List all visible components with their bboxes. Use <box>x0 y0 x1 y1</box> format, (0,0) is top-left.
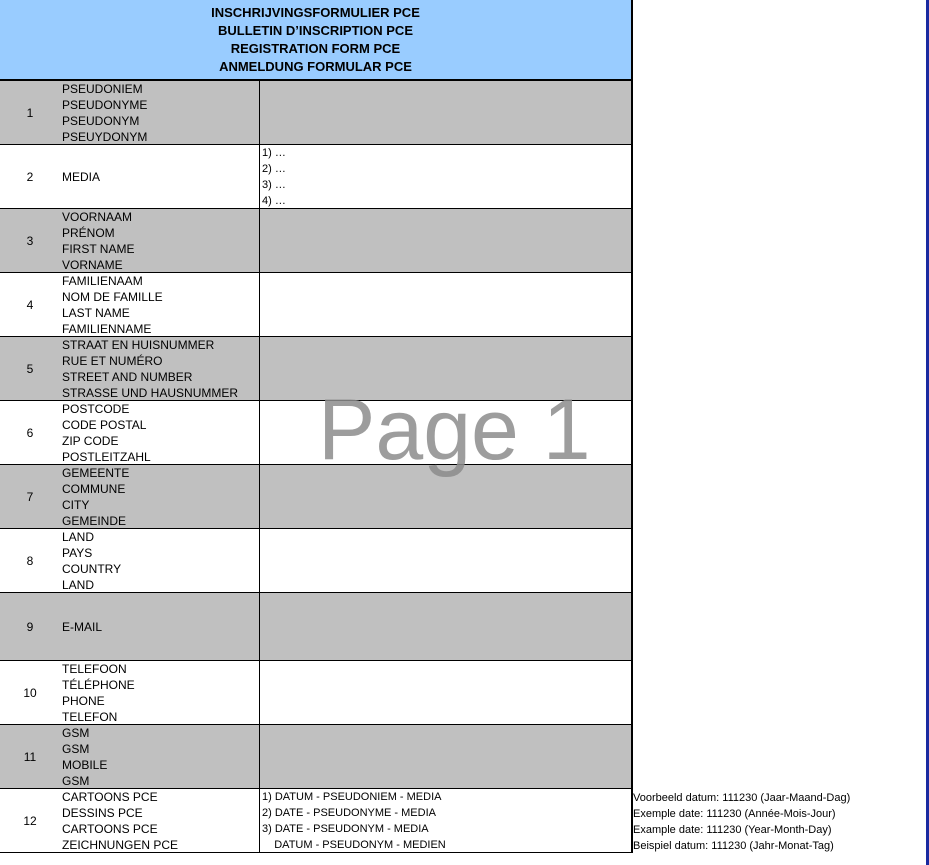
row-input-cell[interactable] <box>260 529 631 592</box>
form-row-4 <box>0 273 631 337</box>
row-label: PSEUDONYME <box>62 97 148 112</box>
note-nl: Voorbeeld datum: 111230 (Jaar-Maand-Dag) <box>633 792 851 804</box>
form-row-3 <box>0 209 631 273</box>
row-input-cell[interactable] <box>260 401 631 464</box>
row-number: 1 <box>26 105 34 120</box>
form-header <box>0 0 631 81</box>
row-label: LAST NAME <box>62 305 130 320</box>
row-number: 4 <box>26 297 34 312</box>
row-label: CARTOONS PCE <box>62 821 158 836</box>
row-label: CITY <box>62 497 90 512</box>
row-number: 9 <box>26 619 34 634</box>
row-number: 12 <box>23 813 37 828</box>
row-input-cell[interactable] <box>260 661 631 724</box>
row-label: POSTCODE <box>62 401 130 416</box>
form-row-1 <box>0 81 631 145</box>
row-value-line: 4) … <box>262 194 286 207</box>
row-label: E-MAIL <box>62 619 103 634</box>
form-row-9 <box>0 593 631 661</box>
row-label: VORNAME <box>62 257 123 272</box>
header-title-en: REGISTRATION FORM PCE <box>230 40 401 56</box>
row-label: STRAAT EN HUISNUMMER <box>62 337 215 352</box>
row-label: PHONE <box>62 693 105 708</box>
row-label: COUNTRY <box>62 561 122 576</box>
note-de: Beispiel datum: 111230 (Jahr-Monat-Tag) <box>633 840 834 852</box>
row-label: CODE POSTAL <box>62 417 147 432</box>
date-format-notes <box>633 790 850 854</box>
row-label: PRÉNOM <box>62 225 115 240</box>
row-label-cell <box>60 661 260 724</box>
row-label: FAMILIENAAM <box>62 273 143 288</box>
row-label-cell <box>60 145 260 208</box>
row-label: COMMUNE <box>62 481 126 496</box>
row-value-line: 1) DATUM - PSEUDONIEM - MEDIA <box>262 790 442 803</box>
row-label: GEMEENTE <box>62 465 130 480</box>
row-input-cell[interactable] <box>260 145 631 208</box>
row-number: 5 <box>26 361 34 376</box>
page-watermark: Page 1 <box>318 382 591 478</box>
form-row-2 <box>0 145 631 209</box>
row-label: TÉLÉPHONE <box>62 677 135 692</box>
row-label: GEMEINDE <box>62 513 127 528</box>
form-rows <box>0 81 631 853</box>
row-label: POSTLEITZAHL <box>62 449 151 464</box>
form-row-11 <box>0 725 631 789</box>
row-label: LAND <box>62 529 95 544</box>
row-label-cell <box>60 273 260 336</box>
row-label-cell <box>60 725 260 788</box>
row-label: PSEUDONIEM <box>62 81 143 96</box>
form-row-7 <box>0 465 631 529</box>
note-en: Example date: 111230 (Year-Month-Day) <box>633 824 832 836</box>
note-fr: Exemple date: 111230 (Année-Mois-Jour) <box>633 808 836 820</box>
row-value-line: 2) DATE - PSEUDONYME - MEDIA <box>262 806 436 819</box>
row-label-cell <box>60 465 260 528</box>
row-input-cell[interactable] <box>260 593 631 660</box>
row-label: ZIP CODE <box>62 433 119 448</box>
header-title-fr: BULLETIN D’INSCRIPTION PCE <box>217 22 413 38</box>
row-label: PSEUDONYM <box>62 113 140 128</box>
row-label-cell <box>60 401 260 464</box>
row-label: MEDIA <box>62 169 101 184</box>
row-value-line: DATUM - PSEUDONYM - MEDIEN <box>262 838 446 851</box>
form-row-8 <box>0 529 631 593</box>
row-input-cell[interactable] <box>260 465 631 528</box>
row-label: MOBILE <box>62 757 108 772</box>
row-label: FAMILIENNAME <box>62 321 152 336</box>
row-value-line: 1) … <box>262 146 286 159</box>
row-number: 7 <box>26 489 34 504</box>
row-label: DESSINS PCE <box>62 805 143 820</box>
row-label-cell <box>60 209 260 272</box>
row-number: 3 <box>26 233 34 248</box>
row-label: ZEICHNUNGEN PCE <box>62 837 179 852</box>
row-input-cell[interactable] <box>260 725 631 788</box>
row-label: GSM <box>62 773 90 788</box>
row-number: 6 <box>26 425 34 440</box>
row-input-cell[interactable] <box>260 81 631 144</box>
row-label: VOORNAAM <box>62 209 133 224</box>
row-label: GSM <box>62 741 90 756</box>
row-label: GSM <box>62 725 90 740</box>
form-row-6 <box>0 401 631 465</box>
row-input-cell[interactable] <box>260 789 631 852</box>
row-label: RUE ET NUMÉRO <box>62 353 163 368</box>
row-value-line: 3) … <box>262 178 286 191</box>
row-label-cell <box>60 529 260 592</box>
row-label: TELEFON <box>62 709 118 724</box>
row-label-cell <box>60 337 260 400</box>
row-label: STRASSE UND HAUSNUMMER <box>62 385 239 400</box>
row-label-cell <box>60 593 260 660</box>
row-label: NOM DE FAMILLE <box>62 289 163 304</box>
row-input-cell[interactable] <box>260 273 631 336</box>
row-label: PSEUYDONYM <box>62 129 148 144</box>
row-label: CARTOONS PCE <box>62 789 158 804</box>
row-label-cell <box>60 789 260 852</box>
header-title-de: ANMELDUNG FORMULAR PCE <box>219 58 412 74</box>
row-number: 10 <box>23 685 37 700</box>
row-number: 8 <box>26 553 34 568</box>
row-label: LAND <box>62 577 95 592</box>
row-label: STREET AND NUMBER <box>62 369 193 384</box>
row-input-cell[interactable] <box>260 337 631 400</box>
row-number: 11 <box>23 749 37 764</box>
row-label: FIRST NAME <box>62 241 135 256</box>
form-row-12 <box>0 789 631 853</box>
row-label: TELEFOON <box>62 661 127 676</box>
row-input-cell[interactable] <box>260 209 631 272</box>
row-label: PAYS <box>62 545 93 560</box>
row-value-line: 2) … <box>262 162 286 175</box>
row-number: 2 <box>26 169 34 184</box>
row-label-cell <box>60 81 260 144</box>
row-value-line: 3) DATE - PSEUDONYM - MEDIA <box>262 822 429 835</box>
header-title-nl: INSCHRIJVINGSFORMULIER PCE <box>211 4 420 20</box>
form-row-10 <box>0 661 631 725</box>
form-row-5 <box>0 337 631 401</box>
